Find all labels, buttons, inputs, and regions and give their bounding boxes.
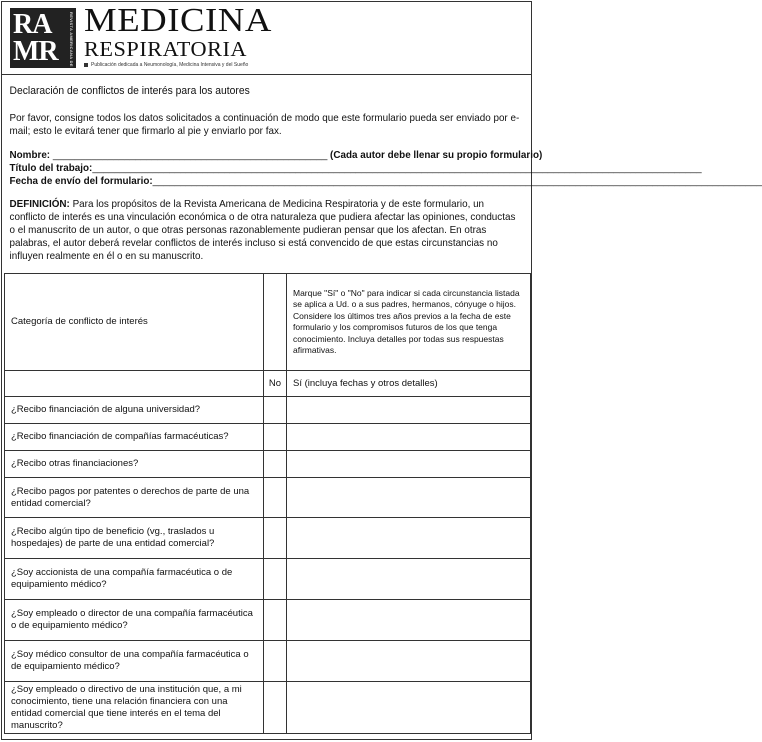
yes-answer-cell[interactable] [287,424,531,451]
name-field[interactable]: Nombre: __________________________________________________ (Cada autor debe llenar su propio formulario) [9,149,543,161]
instructions-cell: Marque "Sí" o "No" para indicar si cada circunstancia listada se aplica a Ud. o a sus padres, hermanos, cónyuge o hijos. Considere los últimos tres años previos a la fecha de este formulario y los compromisos futuros de los que tenga conocimiento. Incluya detalles por todas sus respuestas afirmativas. [287,274,531,371]
no-column-header: No [264,371,287,397]
name-note: (Cada autor debe llenar su propio formulario) [330,149,543,161]
form-title: Declaración de conflictos de interés para los autores [9,85,250,97]
no-answer-cell[interactable] [264,397,287,424]
definition-label: DEFINICIÓN: [9,198,70,210]
yes-answer-cell[interactable] [287,641,531,682]
logo-line2: MR [13,36,58,67]
no-answer-cell[interactable] [264,424,287,451]
work-title-line: _______________________________________________________________________________________________________________ [92,162,702,174]
conflict-table [4,273,531,734]
category-header: Categoría de conflicto de interés [5,274,264,371]
date-line: _______________________________________________________________________________________________________________ [152,175,762,187]
table-row [5,397,531,424]
journal-header [2,2,531,75]
question-cell: ¿Recibo otras financiaciones? [5,451,264,478]
question-cell: ¿Soy médico consultor de una compañía farmacéutica o de equipamiento médico? [5,641,264,682]
definition-paragraph [10,198,522,263]
yes-answer-cell[interactable] [287,518,531,559]
question-cell: ¿Recibo financiación de compañías farmacéuticas? [5,424,264,451]
question-cell: ¿Recibo financiación de alguna universidad? [5,397,264,424]
yes-answer-cell[interactable] [287,397,531,424]
yes-answer-cell[interactable] [287,559,531,600]
yes-column-header: Sí (incluya fechas y otros detalles) [287,371,531,397]
no-answer-cell[interactable] [264,451,287,478]
tagline-text: Publicación dedicada a Neumonología, Medicina Intensiva y del Sueño [91,62,249,68]
logo-vertical-text: REVISTA AMERICANA DE [69,12,74,67]
table-row [5,424,531,451]
yes-answer-cell[interactable] [287,451,531,478]
question-cell: ¿Soy empleado o director de una compañía farmacéutica o de equipamiento médico? [5,600,264,641]
yes-answer-cell[interactable] [287,600,531,641]
intro-paragraph: Por favor, consigne todos los datos solicitados a continuación de modo que este formulario pueda ser enviado por e-mail; esto le evitará tener que firmarlo al pie y enviarlo por fax. [9,112,520,137]
journal-logo [10,8,76,68]
header-no-blank [264,274,287,371]
work-title-label: Título del trabajo: [9,162,93,174]
blank-header-cell [5,371,264,397]
definition-text: Para los propósitos de la Revista Americana de Medicina Respiratoria y de este formulario, un conflicto de interés es una vinculación económica o de otra naturaleza que pudiera afectar las opiniones, conductas o el manuscrito de un autor, o que otras personas razonablemente pudieran pensar que los afectan. En otras palabras, el autor deberá revelar conflictos de interés incluso si está convencido de que estas circunstancias no influyen realmente en él o en su manuscrito. [9,198,516,262]
no-answer-cell[interactable] [264,682,287,734]
no-answer-cell[interactable] [264,641,287,682]
journal-name-line1: MEDICINA [84,2,272,39]
logo-line1: RA [13,9,52,40]
question-cell: ¿Recibo pagos por patentes o derechos de parte de una entidad comercial? [5,478,264,518]
table-row [5,451,531,478]
no-answer-cell[interactable] [264,559,287,600]
table-row [5,518,531,559]
table-row [5,559,531,600]
yes-answer-cell[interactable] [287,682,531,734]
conflict-of-interest-form [1,1,762,740]
question-cell: ¿Soy accionista de una compañía farmacéutica o de equipamiento médico? [5,559,264,600]
table-header-row [5,274,531,371]
work-title-field[interactable] [9,162,702,175]
question-cell: ¿Recibo algún tipo de beneficio (vg., traslados u hospedajes) de parte de una entidad comercial? [5,518,264,559]
question-cell: ¿Soy empleado o directivo de una institución que, a mi conocimiento, tiene una relación financiera con una entidad comercial que tiene interés en el tema del manuscrito? [5,682,264,734]
name-label: Nombre: [9,149,51,161]
no-answer-cell[interactable] [264,478,287,518]
table-row [5,478,531,518]
answer-header-row [5,371,531,397]
no-answer-cell[interactable] [264,518,287,559]
journal-tagline [84,62,248,68]
journal-name-line2: RESPIRATORIA [84,37,248,61]
no-answer-cell[interactable] [264,600,287,641]
square-bullet-icon [84,63,88,67]
date-label: Fecha de envío del formulario: [9,175,153,187]
author-fields [9,149,762,188]
table-row [5,641,531,682]
table-row [5,682,531,734]
table-row [5,600,531,641]
date-field[interactable] [9,175,762,188]
yes-answer-cell[interactable] [287,478,531,518]
